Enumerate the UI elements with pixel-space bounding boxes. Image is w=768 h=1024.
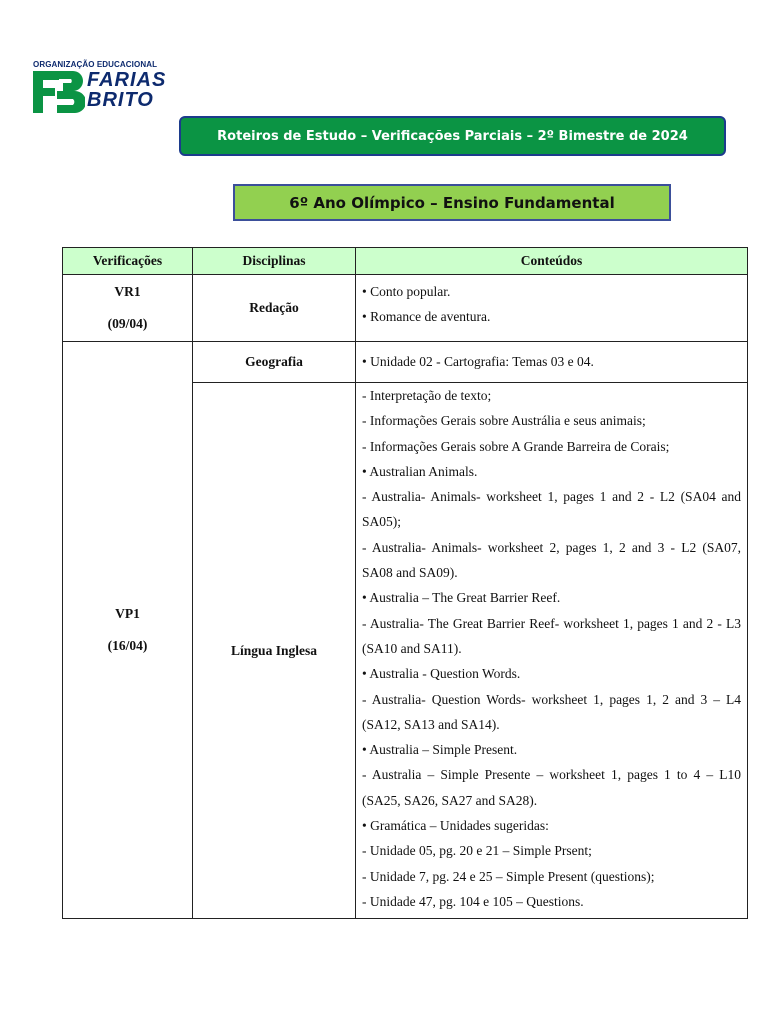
- verification-code: VP1: [115, 606, 140, 622]
- content-line: • Australia – The Great Barrier Reef.: [362, 590, 561, 606]
- verification-date: (16/04): [107, 638, 148, 654]
- content-line: - Unidade 47, pg. 104 e 105 – Questions.: [362, 893, 584, 909]
- table-header-row: [63, 248, 748, 275]
- table-row: [63, 275, 748, 342]
- content-line: - Australia- Question Words- worksheet 1, pages 1, 2 and 3 – L4 (SA12, SA13 and SA14).: [362, 691, 741, 732]
- title-banner: Roteiros de Estudo – Verificações Parciais – 2º Bimestre de 2024: [179, 116, 726, 156]
- discipline-cell: Redação: [193, 275, 356, 342]
- discipline-cell: Língua Inglesa: [193, 383, 356, 919]
- logo-word-brito: BRITO: [87, 89, 154, 111]
- content-line: • Australia – Simple Present.: [362, 742, 518, 758]
- content-line: - Informações Gerais sobre A Grande Barreira de Corais;: [362, 438, 670, 454]
- column-header-conteudos: Conteúdos: [356, 248, 748, 275]
- column-header-disciplinas: Disciplinas: [193, 248, 356, 275]
- contents-cell: [356, 342, 748, 383]
- column-header-verificacoes: Verificações: [63, 248, 193, 275]
- contents-cell: [356, 383, 748, 919]
- verification-code: VR1: [114, 284, 141, 299]
- content-line: • Unidade 02 - Cartografia: Temas 03 e 04.: [362, 354, 594, 370]
- content-line: - Informações Gerais sobre Austrália e seus animais;: [362, 413, 646, 429]
- farias-brito-logo: [33, 60, 173, 116]
- content-line: • Australian Animals.: [362, 463, 478, 479]
- fb-logo-icon: [33, 71, 85, 113]
- content-line: - Interpretação de texto;: [362, 388, 492, 403]
- content-line: - Unidade 05, pg. 20 e 21 – Simple Prsent;: [362, 843, 592, 859]
- content-line: • Australia - Question Words.: [362, 666, 521, 682]
- content-line: - Australia- Animals- worksheet 2, pages 1, 2 and 3 - L2 (SA07, SA08 and SA09).: [362, 539, 741, 581]
- content-line: • Romance de aventura.: [362, 309, 491, 325]
- verification-cell: [63, 342, 193, 919]
- content-line: • Gramática – Unidades sugeridas:: [362, 818, 549, 834]
- logo-word-farias: FARIAS: [87, 69, 167, 91]
- verification-cell: [63, 275, 193, 342]
- verification-date: (09/04): [107, 316, 148, 331]
- content-line: - Unidade 7, pg. 24 e 25 – Simple Present (questions);: [362, 868, 655, 884]
- discipline-cell: Geografia: [193, 342, 356, 383]
- content-line: - Australia- Animals- worksheet 1, pages 1 and 2 - L2 (SA04 and SA05);: [362, 489, 741, 530]
- content-line: - Australia- The Great Barrier Reef- worksheet 1, pages 1 and 2 - L3 (SA10 and SA11).: [362, 615, 741, 656]
- contents-cell: [356, 275, 748, 342]
- subtitle-banner: 6º Ano Olímpico – Ensino Fundamental: [233, 184, 671, 221]
- content-line: • Conto popular.: [362, 284, 451, 299]
- content-line: - Australia – Simple Presente – worksheet 1, pages 1 to 4 – L10 (SA25, SA26, SA27 and SA28).: [362, 767, 741, 808]
- table-row: [63, 342, 748, 383]
- study-guide-table: [62, 247, 748, 919]
- logo-org-label: ORGANIZAÇÃO EDUCACIONAL: [33, 60, 158, 69]
